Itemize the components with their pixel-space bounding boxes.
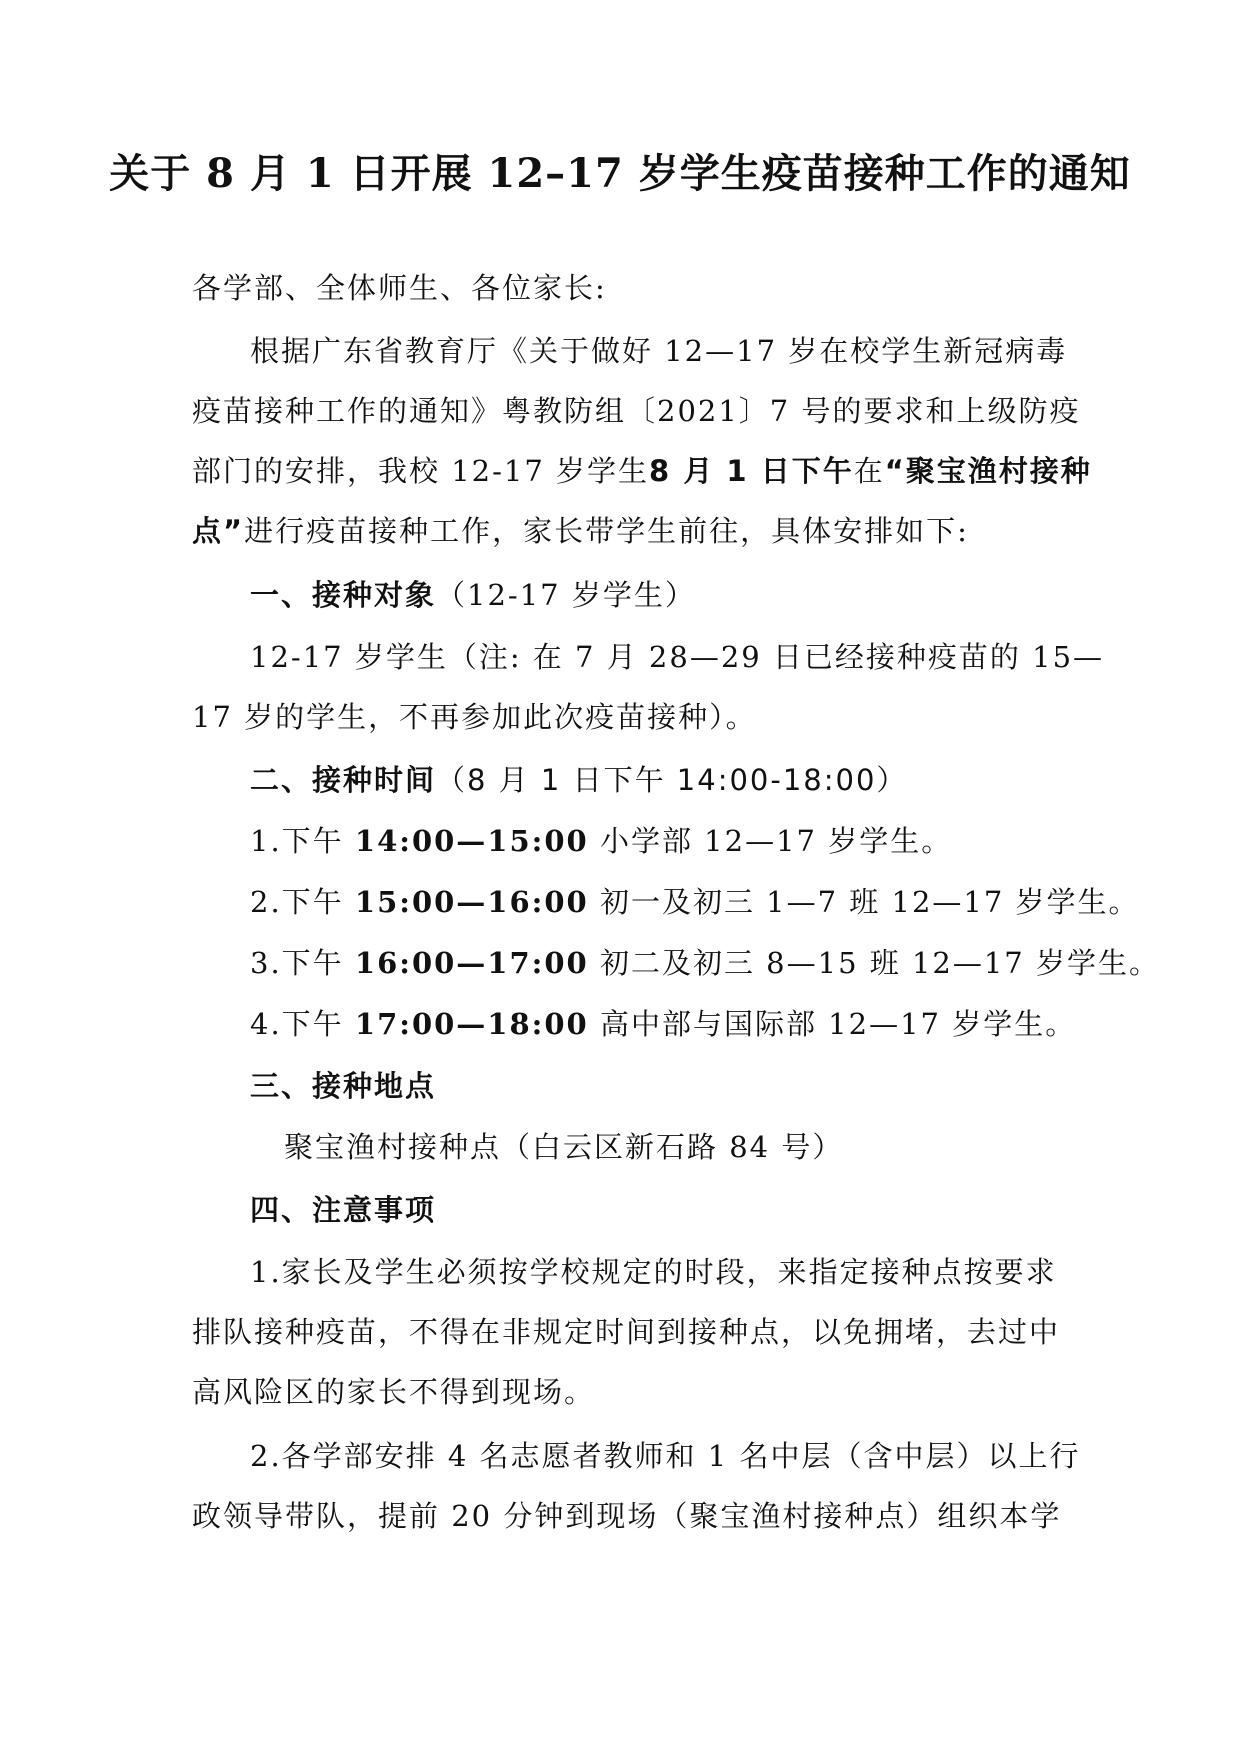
- schedule-desc: 小学部 12—17 岁学生。: [588, 824, 953, 858]
- section-heading: 二、接种时间: [250, 763, 437, 797]
- section-heading: 一、接种对象: [250, 578, 437, 612]
- schedule-item: [192, 879, 1140, 925]
- schedule-item: [192, 1001, 1130, 1047]
- section-1-line-2: 17 岁的学生，不再参加此次疫苗接种）。: [192, 700, 757, 734]
- vaccination-site: “聚宝渔村接种: [884, 454, 1092, 488]
- schedule-time: 15:00—16:00: [354, 885, 589, 919]
- note-1-line-1: 1.家长及学生必须按学校规定的时段，来指定接种点按要求: [250, 1255, 1057, 1289]
- section-4-heading: 四、注意事项: [250, 1193, 437, 1227]
- section-3-heading: 三、接种地点: [250, 1069, 437, 1103]
- schedule-desc: 初二及初三 8—15 班 12—17 岁学生。: [588, 946, 1160, 980]
- section-heading-note: （12-17 岁学生）: [436, 578, 696, 612]
- note-1-line-3: 高风险区的家长不得到现场。: [192, 1375, 596, 1409]
- vaccination-date: 8 月 1 日下午: [649, 454, 854, 488]
- schedule-time: 16:00—17:00: [354, 946, 589, 980]
- intro-line-3: [192, 448, 1092, 494]
- section-1-heading: [192, 572, 1130, 618]
- schedule-prefix: 1.下午: [250, 824, 355, 858]
- note-2-line-1: 2.各学部安排 4 名志愿者教师和 1 名中层（含中层）以上行: [250, 1439, 1081, 1473]
- schedule-prefix: 3.下午: [250, 946, 355, 980]
- schedule-prefix: 4.下午: [250, 1007, 355, 1041]
- intro-line-2: 疫苗接种工作的通知》粤教防组〔2021〕7 号的要求和上级防疫: [192, 394, 1081, 428]
- section-1-line-1: 12-17 岁学生（注: 在 7 月 28—29 日已经接种疫苗的 15—: [250, 640, 1105, 674]
- schedule-item: [192, 940, 1160, 986]
- intro-line-1: 根据广东省教育厅《关于做好 12—17 岁在校学生新冠病毒: [250, 334, 1068, 368]
- note-1-line-2: 排队接种疫苗，不得在非规定时间到接种点，以免拥堵，去过中: [192, 1315, 1061, 1349]
- intro-text: 在: [853, 454, 885, 488]
- schedule-desc: 初一及初三 1—7 班 12—17 岁学生。: [588, 885, 1140, 919]
- schedule-prefix: 2.下午: [250, 885, 355, 919]
- note-2-line-2: 政领导带队，提前 20 分钟到现场（聚宝渔村接种点）组织本学: [192, 1499, 1062, 1533]
- intro-line-4: [192, 508, 1072, 554]
- intro-text: 进行疫苗接种工作，家长带学生前往，具体安排如下:: [244, 514, 969, 548]
- intro-text: 部门的安排，我校 12-17 岁学生: [192, 454, 650, 488]
- page-title: 关于 8 月 1 日开展 12–17 岁学生疫苗接种工作的通知: [109, 150, 1131, 197]
- salutation: 各学部、全体师生、各位家长:: [192, 271, 607, 305]
- schedule-time: 14:00—15:00: [354, 824, 589, 858]
- schedule-desc: 高中部与国际部 12—17 岁学生。: [588, 1007, 1077, 1041]
- section-2-heading: [192, 757, 1130, 803]
- vaccination-site-end: 点”: [192, 514, 245, 548]
- schedule-time: 17:00—18:00: [354, 1007, 589, 1041]
- section-heading-note: （8 月 1 日下午 14:00-18:00）: [436, 763, 908, 797]
- location-text: 聚宝渔村接种点（白云区新石路 84 号）: [284, 1130, 844, 1164]
- schedule-item: [192, 818, 1130, 864]
